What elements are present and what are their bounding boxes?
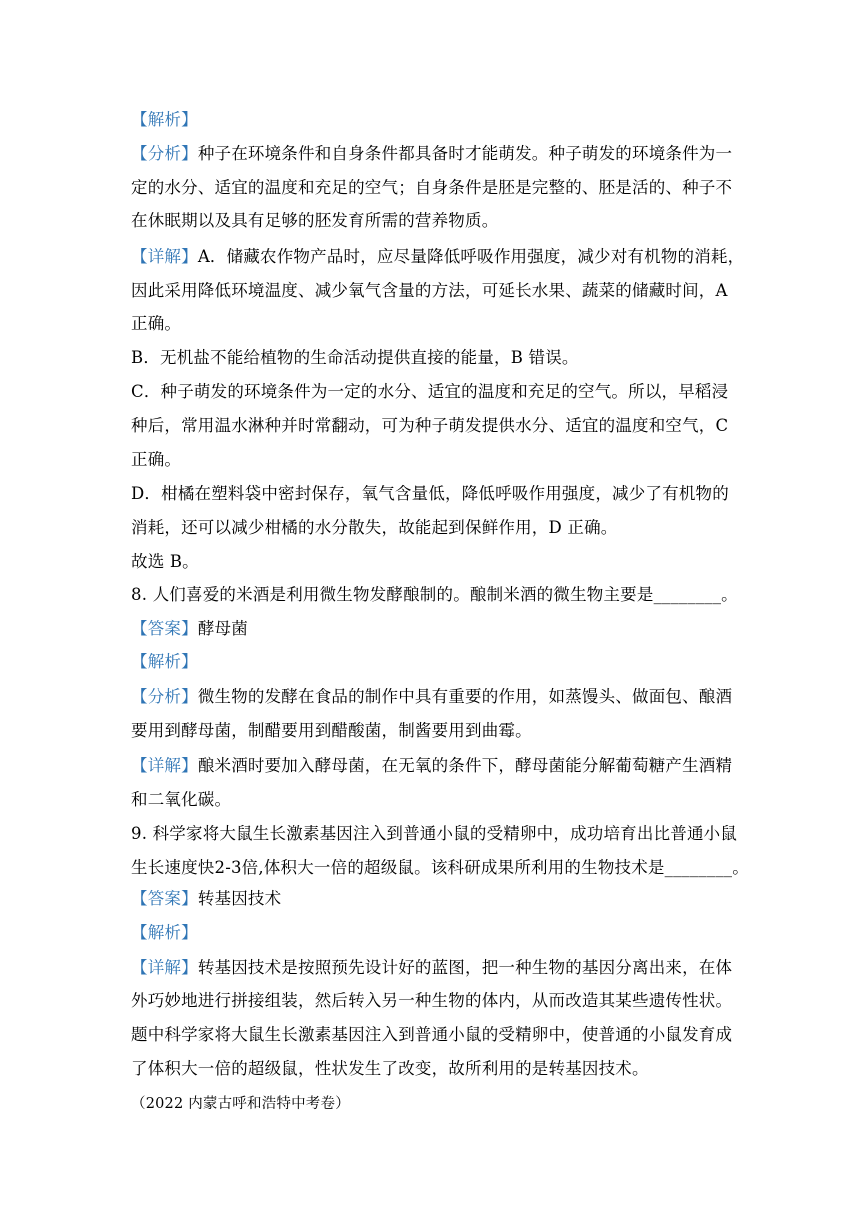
line-text: 生长速度快2-3倍,体积大一倍的超级鼠。该科研成果所利用的生物技术是________。 <box>131 858 749 877</box>
text-line <box>131 246 745 268</box>
text-line <box>131 109 731 131</box>
question-9 <box>131 823 738 845</box>
section-tag: 【解析】 <box>131 110 198 129</box>
line-text: 转基因技术是按照预先设计好的蓝图，把一种生物的基因分离出来，在体 <box>197 958 733 977</box>
line-text: 正确。 <box>131 314 182 333</box>
line-text: C．种子萌发的环境条件为一定的水分、适宜的温度和充足的空气。所以，早稻浸 <box>131 382 729 401</box>
section-tag: 【分析】 <box>131 144 198 163</box>
text-line <box>131 990 731 1012</box>
section-tag: 【详解】 <box>131 756 198 775</box>
text-line <box>131 143 731 165</box>
line-text: 在休眠期以及具有足够的胚发育所需的营养物质。 <box>131 211 499 230</box>
text-line <box>131 720 731 742</box>
line-text: 8. 人们喜爱的米酒是利用微生物发酵酿制的。酿制米酒的微生物主要是________。 <box>131 585 738 604</box>
text-line <box>131 957 731 979</box>
section-tag: 【解析】 <box>131 923 198 942</box>
section-tag: 【详解】 <box>131 247 198 266</box>
text-line <box>131 1024 731 1046</box>
text-line <box>131 857 749 879</box>
text-line <box>131 1058 731 1080</box>
section-tag: 【答案】 <box>131 619 198 638</box>
line-text: 定的水分、适宜的温度和充足的空气；自身条件是胚是完整的、胚是活的、种子不 <box>131 178 733 197</box>
line-text: 正确。 <box>131 450 182 469</box>
question-8 <box>131 584 738 606</box>
text-line <box>131 483 731 505</box>
text-line <box>131 313 731 335</box>
text-line <box>131 347 731 369</box>
line-text: B．无机盐不能给植物的生命活动提供直接的能量，B 错误。 <box>131 348 579 367</box>
line-text: 酿米酒时要加入酵母菌，在无氧的条件下，酵母菌能分解葡萄糖产生酒精 <box>197 756 733 775</box>
text-line <box>131 449 731 471</box>
line-text: 题中科学家将大鼠生长激素基因注入到普通小鼠的受精卵中，使普通的小鼠发育成 <box>131 1025 733 1044</box>
line-text: 种后，常用温水淋种并时常翻动，可为种子萌发提供水分、适宜的温度和空气，C <box>131 416 729 435</box>
section-tag: 【解析】 <box>131 652 198 671</box>
text-line <box>131 381 731 403</box>
answer-line <box>131 888 731 910</box>
answer-line <box>131 618 731 640</box>
section-tag: 【详解】 <box>131 958 198 977</box>
line-text: 故选 B。 <box>131 552 199 571</box>
text-line <box>131 755 731 777</box>
text-line <box>131 517 731 539</box>
text-line <box>131 922 731 944</box>
line-text: 要用到酵母菌，制醋要用到醋酸菌，制酱要用到曲霉。 <box>131 721 532 740</box>
text-line <box>131 177 731 199</box>
line-text: 9. 科学家将大鼠生长激素基因注入到普通小鼠的受精卵中，成功培育出比普通小鼠 <box>131 824 738 843</box>
text-line <box>131 651 731 673</box>
line-text: 种子在环境条件和自身条件都具备时才能萌发。种子萌发的环境条件为一 <box>197 144 733 163</box>
line-text: 酵母菌 <box>197 619 248 638</box>
text-line <box>131 280 731 302</box>
line-text: 消耗，还可以减少柑橘的水分散失，故能起到保鲜作用，D 正确。 <box>131 518 618 537</box>
section-tag: 【答案】 <box>131 889 198 908</box>
text-line <box>131 789 731 811</box>
text-line <box>131 551 731 573</box>
source-note: （2022 内蒙古呼和浩特中考卷） <box>131 1096 350 1112</box>
text-line <box>131 415 731 437</box>
line-text: 和二氧化碳。 <box>131 790 232 809</box>
line-text: 转基因技术 <box>197 889 282 908</box>
line-text: 外巧妙地进行拼接组装，然后转入另一种生物的体内，从而改造其某些遗传性状。 <box>131 991 733 1010</box>
text-line <box>131 686 731 708</box>
line-text: 因此采用降低环境温度、减少氧气含量的方法，可延长水果、蔬菜的储藏时间，A <box>131 281 728 300</box>
line-text: A．储藏农作物产品时，应尽量降低呼吸作用强度，减少对有机物的消耗， <box>197 247 745 266</box>
section-tag: 【分析】 <box>131 687 198 706</box>
text-line <box>131 210 731 232</box>
line-text: D．柑橘在塑料袋中密封保存，氧气含量低，降低呼吸作用强度，减少了有机物的 <box>131 484 729 503</box>
line-text: 了体积大一倍的超级鼠，性状发生了改变，故所利用的是转基因技术。 <box>131 1059 649 1078</box>
line-text: 微生物的发酵在食品的制作中具有重要的作用，如蒸馒头、做面包、酿酒 <box>197 687 733 706</box>
